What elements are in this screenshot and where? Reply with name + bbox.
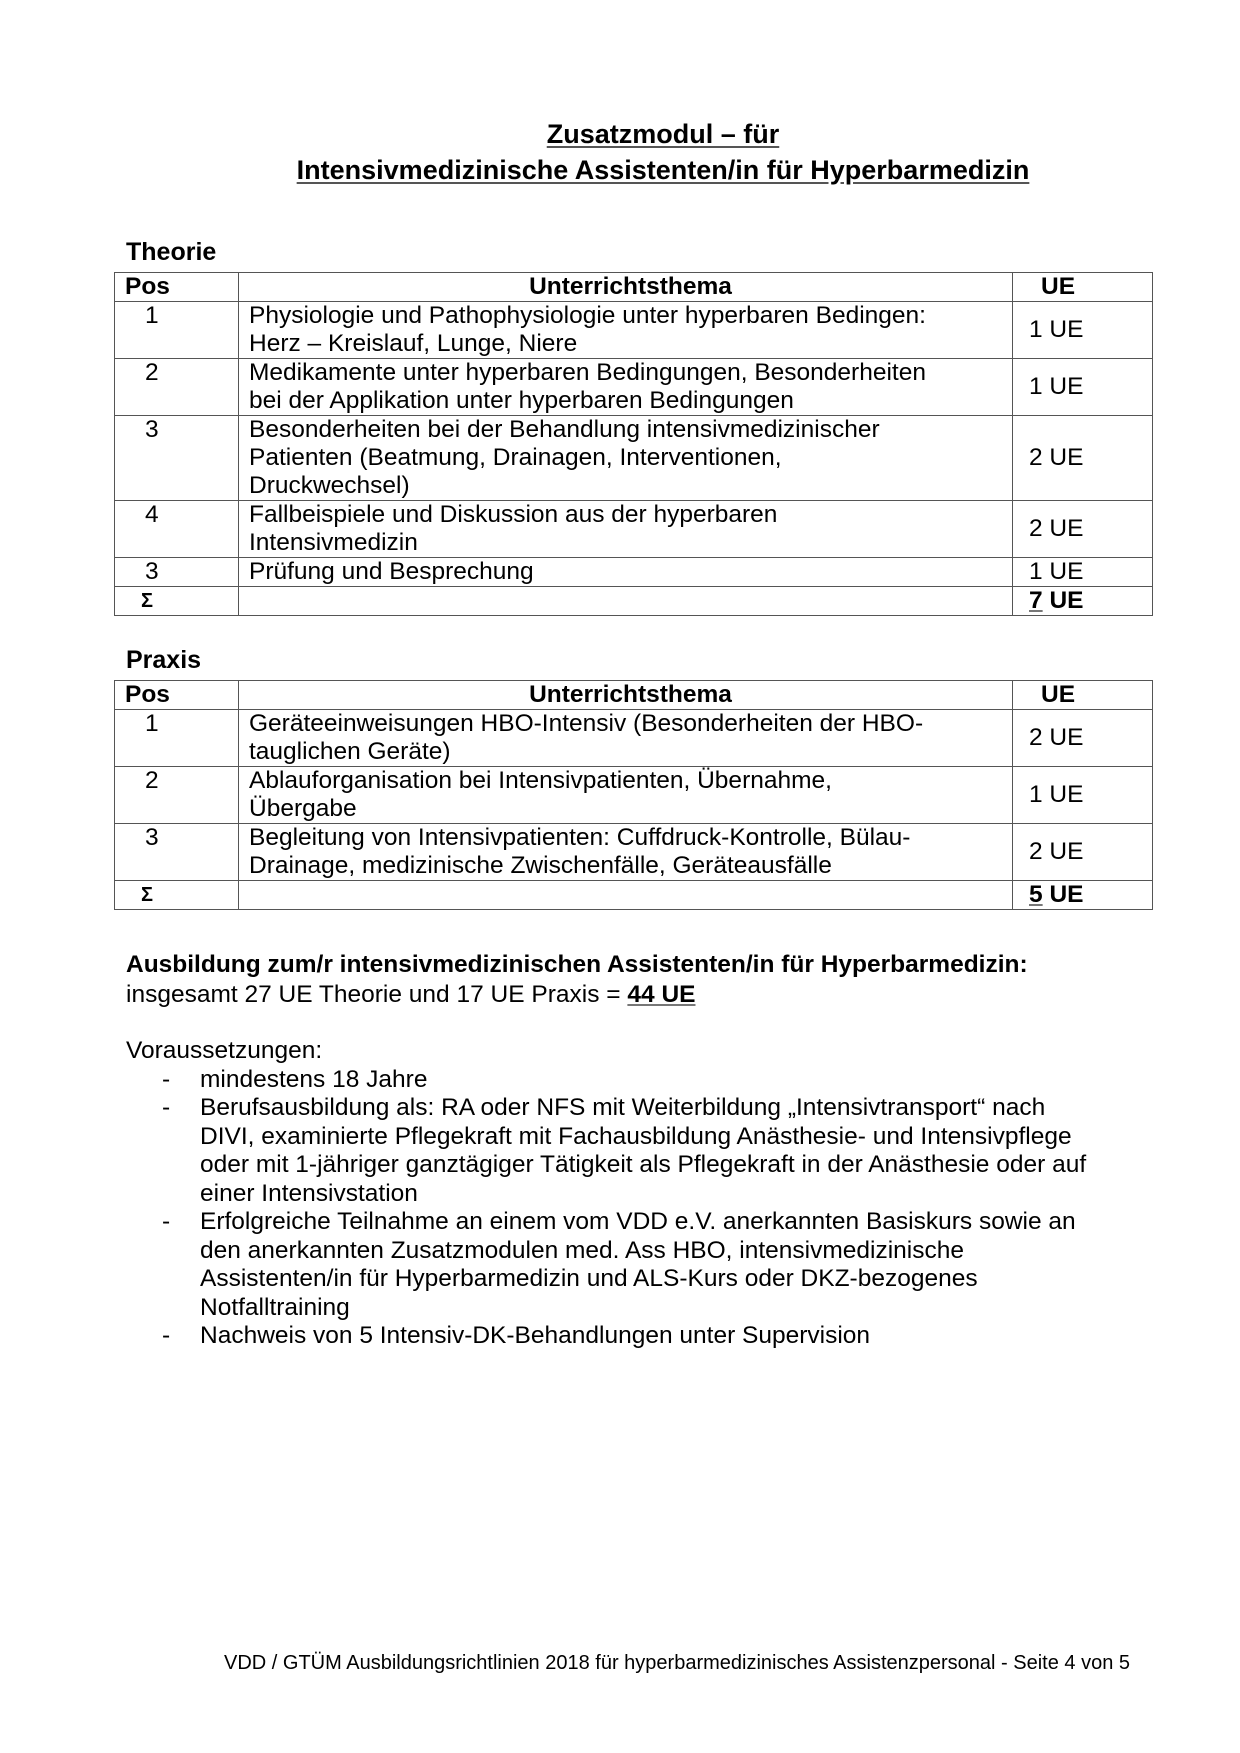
list-item	[126, 1094, 1136, 1208]
dash-bullet-icon: -	[162, 1322, 171, 1349]
row-ue: 1 UE	[1013, 302, 1153, 359]
praxis-label: Praxis	[126, 646, 202, 674]
thema-line: Medikamente unter hyperbaren Bedingungen, Besonderheiten	[249, 359, 926, 386]
header-ue: UE	[1013, 681, 1153, 710]
row-thema	[239, 416, 1013, 501]
row-thema	[239, 710, 1013, 767]
list-item	[126, 1208, 1136, 1322]
training-summary	[126, 950, 1028, 1010]
item-line: oder mit 1-jähriger ganztägiger Tätigkeit als Pflegekraft in der Anästhesie oder auf	[200, 1151, 1087, 1178]
row-ue: 2 UE	[1013, 824, 1153, 881]
header-ue: UE	[1013, 273, 1153, 302]
thema-line: Prüfung und Besprechung	[249, 558, 534, 585]
thema-line: Druckwechsel)	[249, 472, 410, 499]
sum-value	[1013, 587, 1153, 616]
thema-line: Geräteeinweisungen HBO-Intensiv (Besonderheiten der HBO-	[249, 710, 924, 737]
sum-row	[115, 881, 1153, 910]
thema-line: Patienten (Beatmung, Drainagen, Interventionen,	[249, 444, 782, 471]
table-row	[115, 359, 1153, 416]
list-item	[126, 1066, 1136, 1095]
item-line: Erfolgreiche Teilnahme an einem vom VDD e.V. anerkannten Basiskurs sowie an	[200, 1208, 1076, 1235]
item-line: Nachweis von 5 Intensiv-DK-Behandlungen unter Supervision	[200, 1322, 871, 1349]
theorie-label: Theorie	[126, 238, 217, 266]
document-title	[0, 116, 1240, 188]
row-thema	[239, 302, 1013, 359]
row-pos: 3	[115, 824, 239, 881]
summary-total: 44 UE	[627, 981, 696, 1008]
thema-line: bei der Applikation unter hyperbaren Bedingungen	[249, 387, 794, 414]
row-pos: 4	[115, 501, 239, 558]
row-pos: 2	[115, 359, 239, 416]
sum-unit: UE	[1042, 587, 1084, 614]
prerequisites-list	[126, 1066, 1136, 1351]
dash-bullet-icon: -	[162, 1094, 171, 1121]
page-footer: VDD / GTÜM Ausbildungsrichtlinien 2018 für hyperbarmedizinisches Assistenzpersonal - Seite 4 von 5	[224, 1652, 1130, 1674]
table-header-row	[115, 273, 1153, 302]
thema-line: Ablauforganisation bei Intensivpatienten, Übernahme,	[249, 767, 832, 794]
row-ue: 2 UE	[1013, 710, 1153, 767]
header-pos: Pos	[115, 273, 239, 302]
row-pos: 2	[115, 767, 239, 824]
thema-line: Physiologie und Pathophysiologie unter hyperbaren Bedingen:	[249, 302, 926, 329]
thema-line: Herz – Kreislauf, Lunge, Niere	[249, 330, 578, 357]
title-line-2: Intensivmedizinische Assistenten/in für Hyperbarmedizin	[296, 155, 1030, 185]
thema-line: Drainage, medizinische Zwischenfälle, Geräteausfälle	[249, 852, 832, 879]
table-row	[115, 302, 1153, 359]
sum-value	[1013, 881, 1153, 910]
thema-line: Fallbeispiele und Diskussion aus der hyperbaren	[249, 501, 778, 528]
prerequisites-label: Voraussetzungen:	[126, 1037, 323, 1064]
dash-bullet-icon: -	[162, 1065, 171, 1093]
thema-line: Intensivmedizin	[249, 529, 418, 556]
table-row	[115, 558, 1153, 587]
summary-line	[126, 980, 1028, 1010]
prerequisites	[126, 1037, 1136, 1351]
summary-text: insgesamt 27 UE Theorie und 17 UE Praxis =	[126, 981, 628, 1008]
sum-empty	[239, 587, 1013, 616]
item-line: Berufsausbildung als: RA oder NFS mit Weiterbildung „Intensivtransport“ nach	[200, 1094, 1046, 1121]
row-thema	[239, 824, 1013, 881]
sum-number: 7	[1029, 587, 1043, 614]
row-thema	[239, 767, 1013, 824]
item-line: DIVI, examinierte Pflegekraft mit Fachausbildung Anästhesie- und Intensivpflege	[200, 1122, 1072, 1150]
item-line: Notfalltraining	[200, 1293, 350, 1321]
thema-line: Übergabe	[249, 795, 357, 822]
row-ue: 1 UE	[1013, 767, 1153, 824]
table-row	[115, 416, 1153, 501]
row-ue: 1 UE	[1013, 359, 1153, 416]
row-thema	[239, 359, 1013, 416]
sum-unit: UE	[1042, 881, 1084, 908]
thema-line: Besonderheiten bei der Behandlung intensivmedizinischer	[249, 416, 880, 443]
dash-bullet-icon: -	[162, 1208, 171, 1235]
item-line: einer Intensivstation	[200, 1179, 418, 1207]
theorie-table	[114, 272, 1153, 616]
table-row	[115, 501, 1153, 558]
table-row	[115, 767, 1153, 824]
title-line-1: Zusatzmodul – für	[546, 119, 780, 149]
row-thema	[239, 558, 1013, 587]
sum-empty	[239, 881, 1013, 910]
header-thema: Unterrichtsthema	[239, 681, 1013, 710]
sum-symbol: Σ	[115, 587, 239, 616]
row-pos: 3	[115, 416, 239, 501]
thema-line: tauglichen Geräte)	[249, 738, 451, 765]
row-thema	[239, 501, 1013, 558]
sum-number: 5	[1029, 881, 1043, 908]
table-row	[115, 824, 1153, 881]
praxis-table	[114, 680, 1153, 910]
table-header-row	[115, 681, 1153, 710]
summary-heading: Ausbildung zum/r intensivmedizinischen Assistenten/in für Hyperbarmedizin:	[126, 951, 1028, 978]
row-pos: 1	[115, 302, 239, 359]
item-line: Assistenten/in für Hyperbarmedizin und ALS-Kurs oder DKZ-bezogenes	[200, 1265, 978, 1292]
thema-line: Begleitung von Intensivpatienten: Cuffdruck-Kontrolle, Bülau-	[249, 824, 911, 851]
list-item	[126, 1322, 1136, 1351]
sum-row	[115, 587, 1153, 616]
row-ue: 1 UE	[1013, 558, 1153, 587]
item-line: den anerkannten Zusatzmodulen med. Ass HBO, intensivmedizinische	[200, 1236, 964, 1264]
sum-symbol: Σ	[115, 881, 239, 910]
item-line: mindestens 18 Jahre	[200, 1065, 428, 1093]
row-ue: 2 UE	[1013, 416, 1153, 501]
row-pos: 3	[115, 558, 239, 587]
row-pos: 1	[115, 710, 239, 767]
header-pos: Pos	[115, 681, 239, 710]
header-thema: Unterrichtsthema	[239, 273, 1013, 302]
row-ue: 2 UE	[1013, 501, 1153, 558]
table-row	[115, 710, 1153, 767]
